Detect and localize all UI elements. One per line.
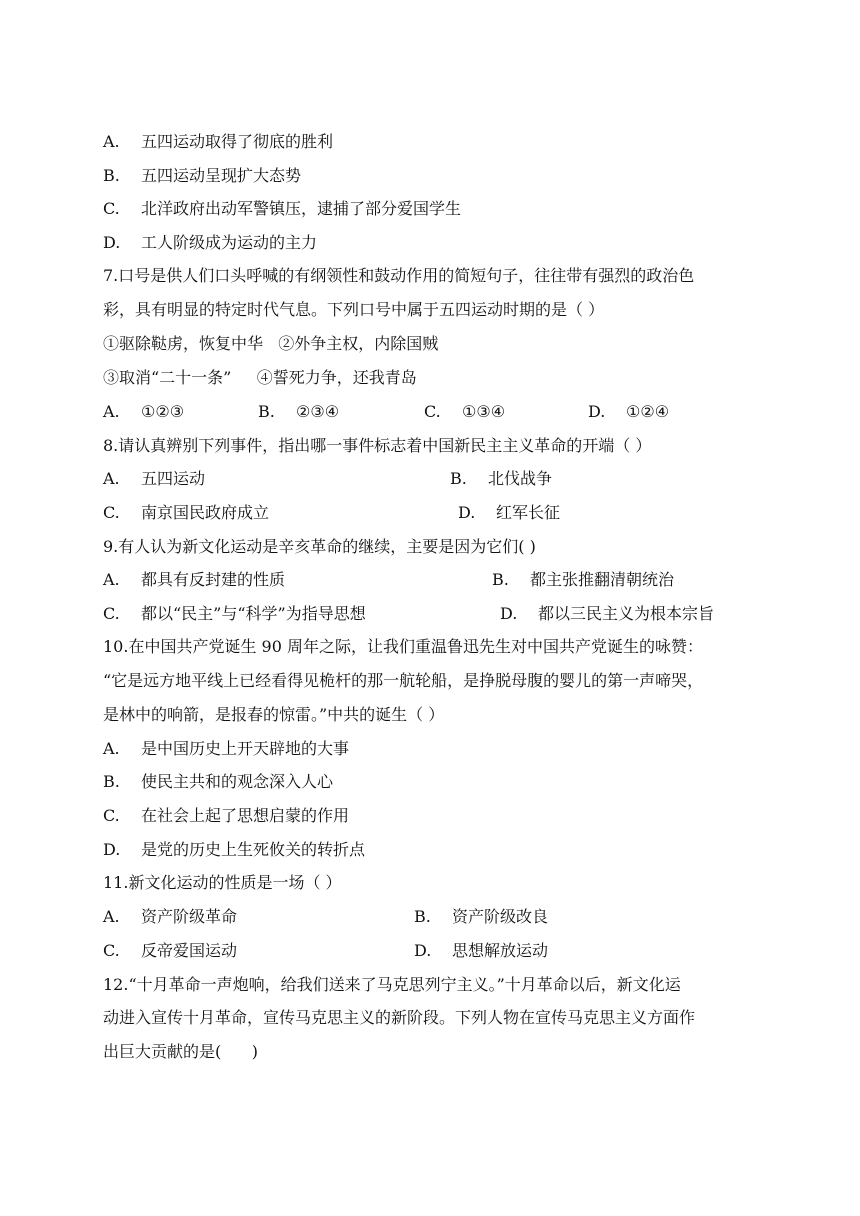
option-text: 思想解放运动	[452, 941, 549, 960]
q9-option-b	[492, 570, 674, 590]
option-text: 都以三民主义为根本宗旨	[538, 604, 715, 623]
option-letter: B.	[103, 166, 120, 185]
option-text: 都主张推翻清朝统治	[530, 570, 675, 589]
q7-items-line-1: ①驱除鞑虏，恢复中华 ②外争主权，内除国贼	[103, 334, 439, 353]
option-letter: C.	[103, 503, 120, 522]
option-text: ①③④	[462, 402, 506, 421]
option-letter: A.	[103, 907, 120, 926]
option-text: 资产阶级革命	[141, 907, 238, 926]
q6-option-a	[103, 132, 333, 152]
option-letter: B.	[103, 772, 120, 791]
q8-option-d	[458, 503, 560, 523]
q11-stem-line-1: 11.新文化运动的性质是一场（ ）	[103, 873, 342, 892]
option-text: 使民主共和的观念深入人心	[141, 772, 334, 791]
q10-option-a	[103, 739, 349, 759]
q7-stem-line-1: 7.口号是供人们口头呼喊的有纲领性和鼓动作用的简短句子，往往带有强烈的政治色	[103, 266, 695, 285]
q8-stem-line-1: 8.请认真辨别下列事件，指出哪一事件标志着中国新民主主义革命的开端（ ）	[103, 436, 652, 455]
q10-option-d	[103, 840, 365, 860]
option-letter: B.	[414, 907, 431, 926]
q10-option-c	[103, 806, 349, 826]
option-text: 资产阶级改良	[452, 907, 549, 926]
q11-option-d	[414, 941, 548, 961]
option-letter: D.	[414, 941, 432, 960]
option-text: 五四运动	[141, 469, 206, 488]
option-text: 五四运动取得了彻底的胜利	[141, 132, 334, 151]
option-letter: A.	[103, 132, 120, 151]
option-letter: D.	[458, 503, 476, 522]
option-letter: A.	[103, 402, 120, 421]
option-text: 北洋政府出动军警镇压，逮捕了部分爱国学生	[141, 199, 462, 218]
option-letter: D.	[103, 233, 121, 252]
q6-option-b	[103, 166, 301, 186]
option-text: 五四运动呈现扩大态势	[141, 166, 302, 185]
option-text: 都具有反封建的性质	[141, 570, 286, 589]
q9-stem-line-1: 9.有人认为新文化运动是辛亥革命的继续，主要是因为它们( )	[103, 537, 536, 556]
q9-option-d	[500, 604, 714, 624]
q11-option-b	[414, 907, 548, 927]
option-letter: C.	[103, 199, 120, 218]
q10-stem-line-1: 10.在中国共产党诞生 90 周年之际，让我们重温鲁迅先生对中国共产党诞生的咏赞：	[103, 637, 703, 656]
q7-stem-line-2: 彩，具有明显的特定时代气息。下列口号中属于五四运动时期的是（ ）	[103, 300, 605, 319]
q10-option-b	[103, 772, 333, 792]
q11-option-a	[103, 907, 237, 927]
option-letter: D.	[500, 604, 518, 623]
q10-stem-line-2: “它是远方地平线上已经看得见桅杆的那一航轮船，是挣脱母腹的婴儿的第一声啼哭，	[103, 671, 704, 690]
option-letter: A.	[103, 570, 120, 589]
option-letter: C.	[103, 806, 120, 825]
option-letter: B.	[450, 469, 467, 488]
option-text: 红军长征	[496, 503, 561, 522]
q12-stem-line-1: 12.“十月革命一声炮响，给我们送来了马克思列宁主义。”十月革命以后，新文化运	[103, 975, 681, 994]
q11-option-c	[103, 941, 237, 961]
option-letter: A.	[103, 469, 120, 488]
option-letter: B.	[258, 402, 275, 421]
q8-option-c	[103, 503, 269, 523]
q7-option-b	[258, 402, 339, 422]
option-letter: D.	[103, 840, 121, 859]
option-letter: C.	[424, 402, 441, 421]
option-letter: C.	[103, 604, 120, 623]
q7-items-line-2: ③取消“二十一条” ④誓死力争，还我青岛	[103, 368, 417, 387]
q9-option-a	[103, 570, 285, 590]
option-text: 是中国历史上开天辟地的大事	[141, 739, 350, 758]
q6-option-d	[103, 233, 317, 253]
option-text: 南京国民政府成立	[141, 503, 270, 522]
q6-option-c	[103, 199, 461, 219]
option-letter: C.	[103, 941, 120, 960]
q10-stem-line-3: 是林中的响箭，是报春的惊雷。”中共的诞生（ ）	[103, 705, 445, 724]
option-text: 都以“民主”与“科学”为指导思想	[141, 604, 366, 623]
option-text: ①②③	[141, 402, 185, 421]
q8-option-a	[103, 469, 205, 489]
q12-stem-line-3: 出巨大贡献的是( )	[103, 1042, 259, 1061]
q8-option-b	[450, 469, 552, 489]
option-text: 在社会上起了思想启蒙的作用	[141, 806, 350, 825]
option-letter: A.	[103, 739, 120, 758]
option-letter: D.	[588, 402, 606, 421]
option-text: 北伐战争	[488, 469, 553, 488]
option-text: 反帝爱国运动	[141, 941, 238, 960]
option-letter: B.	[492, 570, 509, 589]
option-text: ①②④	[626, 402, 670, 421]
option-text: ②③④	[296, 402, 340, 421]
q7-option-a	[103, 402, 184, 422]
q7-option-c	[424, 402, 505, 422]
option-text: 是党的历史上生死攸关的转折点	[141, 840, 366, 859]
q9-option-c	[103, 604, 366, 624]
q7-option-d	[588, 402, 669, 422]
option-text: 工人阶级成为运动的主力	[141, 233, 318, 252]
q12-stem-line-2: 动进入宣传十月革命，宣传马克思主义的新阶段。下列人物在宣传马克思主义方面作	[103, 1008, 696, 1027]
